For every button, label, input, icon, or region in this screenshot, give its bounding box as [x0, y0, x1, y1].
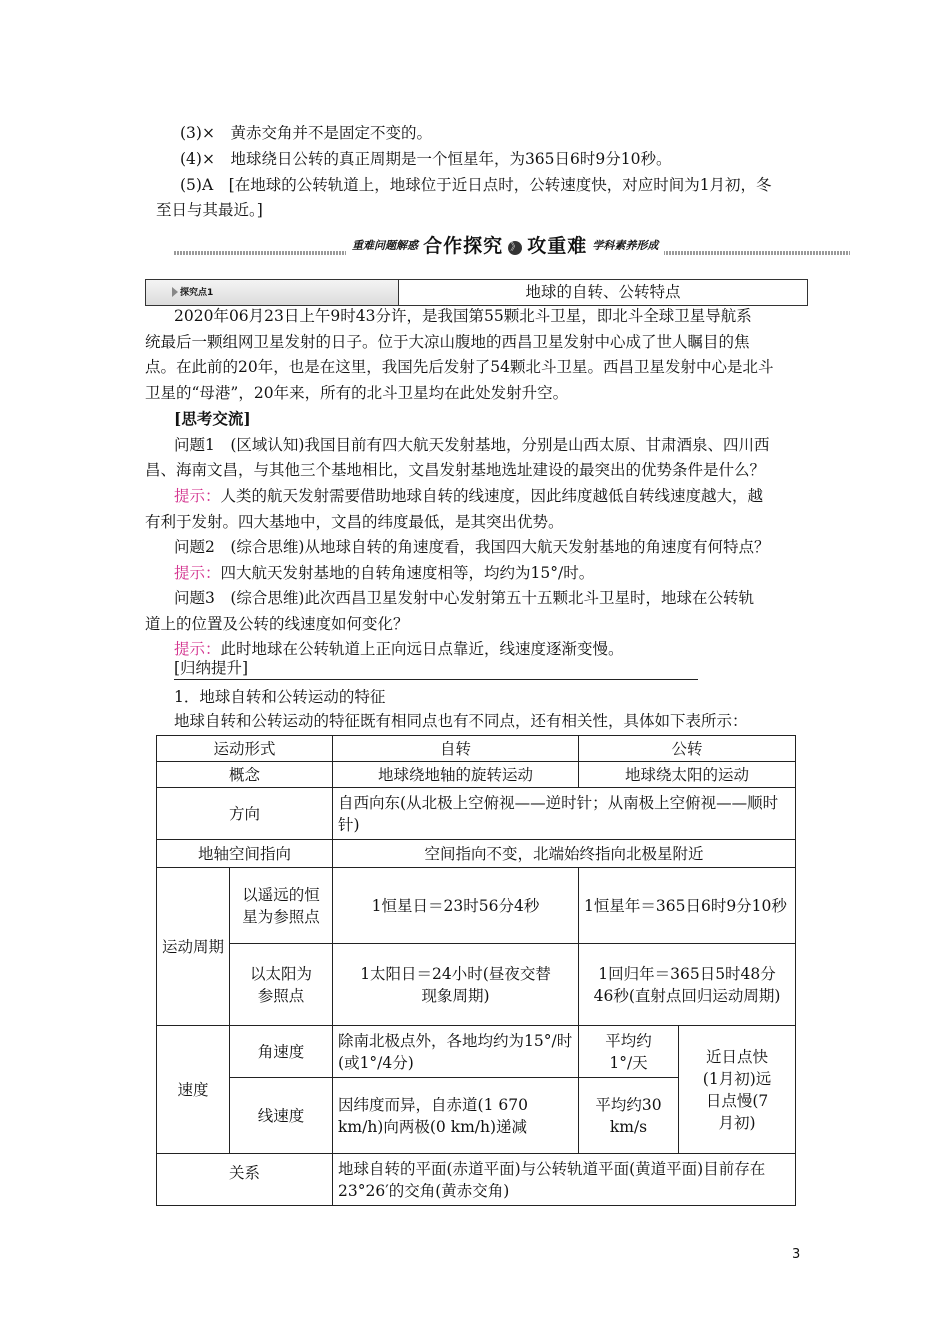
hint-label: 提示： [174, 640, 221, 658]
hint-label: 提示： [174, 487, 221, 505]
linear-speed-revolution: 平均约30 km/s [579, 1078, 679, 1154]
answer-4: (4)× 地球绕日公转的真正周期是一个恒星年，为365日6时9分10秒。 [180, 150, 672, 168]
summary-title: [归纳提升] [174, 657, 698, 680]
period-star-ref: 以遥远的恒星为参照点 [230, 868, 333, 944]
row-axis: 地轴空间指向 [157, 840, 333, 868]
features-table [156, 735, 796, 1206]
period-star-revolution: 1恒星年＝365日6时9分10秒 [579, 868, 796, 944]
linear-speed-rotation: 因纬度而异，自赤道(1 670 km/h)向两极(0 km/h)递减 [333, 1078, 579, 1154]
period-star-rotation: 1恒星日＝23时56分4秒 [333, 868, 579, 944]
row-concept: 概念 [157, 762, 333, 788]
play-icon [172, 287, 178, 297]
linear-speed-label: 线速度 [230, 1078, 333, 1154]
header-revolution: 公转 [579, 736, 796, 762]
hint-3: 提示：此时地球在公转轨道上正向远日点靠近，线速度逐渐变慢。 [174, 640, 624, 658]
period-sun-revolution: 1回归年＝365日5时48分46秒(直射点回归运动周期) [579, 944, 796, 1026]
row-direction: 方向 [157, 788, 333, 840]
topic-title: 地球的自转、公转特点 [525, 283, 681, 301]
banner-arrow-icon: 》 [510, 242, 521, 253]
relation-value: 地球自转的平面(赤道平面)与公转轨道平面(黄道平面)目前存在23°26′的交角(黄赤交角) [333, 1154, 796, 1206]
summary-heading: 1．地球自转和公转运动的特征 [174, 688, 386, 706]
question-1-line1: 问题1 (区域认知)我国目前有四大航天发射基地，分别是山西太原、甘肃酒泉、四川西 [174, 436, 770, 454]
page-number: 3 [792, 1247, 801, 1262]
angular-speed-rotation: 除南北极点外，各地均约为15°/时(或1°/4分) [333, 1026, 579, 1078]
header-motion-form: 运动形式 [157, 736, 333, 762]
banner-left-text: 重难问题解惑 [352, 239, 418, 252]
answer-5-line2: 至日与其最近。] [156, 201, 263, 219]
header-rotation: 自转 [333, 736, 579, 762]
period-sun-rotation: 1太阳日＝24小时(昼夜交替现象周期) [333, 944, 579, 1026]
intro-line1: 2020年06月23日上午9时43分许，是我国第55颗北斗卫星，即北斗全球卫星导航系 [174, 307, 752, 325]
topic-tag: 探究点1 [180, 288, 214, 298]
intro-line2: 统最后一颗组网卫星发射的日子。位于大凉山腹地的西昌卫星发射中心成了世人瞩目的焦 [145, 333, 750, 351]
perihelion-aphelion: 近日点快(1月初)远日点慢(7月初) [679, 1026, 796, 1154]
banner-title-a: 合作探究 [423, 235, 504, 257]
banner-title-b: 攻重难 [527, 235, 588, 257]
question-3-line2: 道上的位置及公转的线速度如何变化？ [145, 615, 409, 633]
concept-rotation: 地球绕地轴的旋转运动 [333, 762, 579, 788]
section-banner [174, 231, 850, 257]
question-1-line2: 昌、海南文昌，与其他三个基地相比，文昌发射基地选址建设的最突出的优势条件是什么？ [145, 461, 766, 479]
concept-revolution: 地球绕太阳的运动 [579, 762, 796, 788]
row-period: 运动周期 [157, 868, 230, 1026]
period-sun-ref: 以太阳为参照点 [230, 944, 333, 1026]
think-exchange-title: [思考交流] [174, 409, 251, 428]
angular-speed-label: 角速度 [230, 1026, 333, 1078]
question-3-line1: 问题3 (综合思维)此次西昌卫星发射中心发射第五十五颗北斗卫星时，地球在公转轨 [174, 589, 754, 607]
answer-3: (3)× 黄赤交角并不是固定不变的。 [180, 124, 432, 142]
hint-2: 提示：四大航天发射基地的自转角速度相等，均约为15°/时。 [174, 564, 595, 582]
topic-header [145, 279, 808, 306]
question-2: 问题2 (综合思维)从地球自转的角速度看，我国四大航天发射基地的角速度有何特点？ [174, 538, 770, 556]
summary-paragraph: 地球自转和公转运动的特征既有相同点也有不同点，还有相关性，具体如下表所示： [174, 712, 748, 730]
intro-line4: 卫星的“母港”，20年来，所有的北斗卫星均在此处发射升空。 [145, 384, 569, 402]
angular-speed-revolution: 平均约1°/天 [579, 1026, 679, 1078]
answer-5-line1: (5)A [在地球的公转轨道上，地球位于近日点时，公转速度快，对应时间为1月初，冬 [180, 176, 772, 194]
row-speed: 速度 [157, 1026, 230, 1154]
intro-line3: 点。在此前的20年，也是在这里，我国先后发射了54颗北斗卫星。西昌卫星发射中心是北斗 [145, 358, 774, 376]
banner-right-text: 学科素养形成 [592, 239, 659, 252]
hint-1-line1: 提示：人类的航天发射需要借助地球自转的线速度，因此纬度越低自转线速度越大，越 [174, 487, 764, 505]
hint-1-line2: 有利于发射。四大基地中，文昌的纬度最低，是其突出优势。 [145, 513, 564, 531]
hint-label: 提示： [174, 564, 221, 582]
row-relation: 关系 [157, 1154, 333, 1206]
direction-value: 自西向东(从北极上空俯视——逆时针；从南极上空俯视——顺时针) [333, 788, 796, 840]
axis-value: 空间指向不变，北端始终指向北极星附近 [333, 840, 796, 868]
